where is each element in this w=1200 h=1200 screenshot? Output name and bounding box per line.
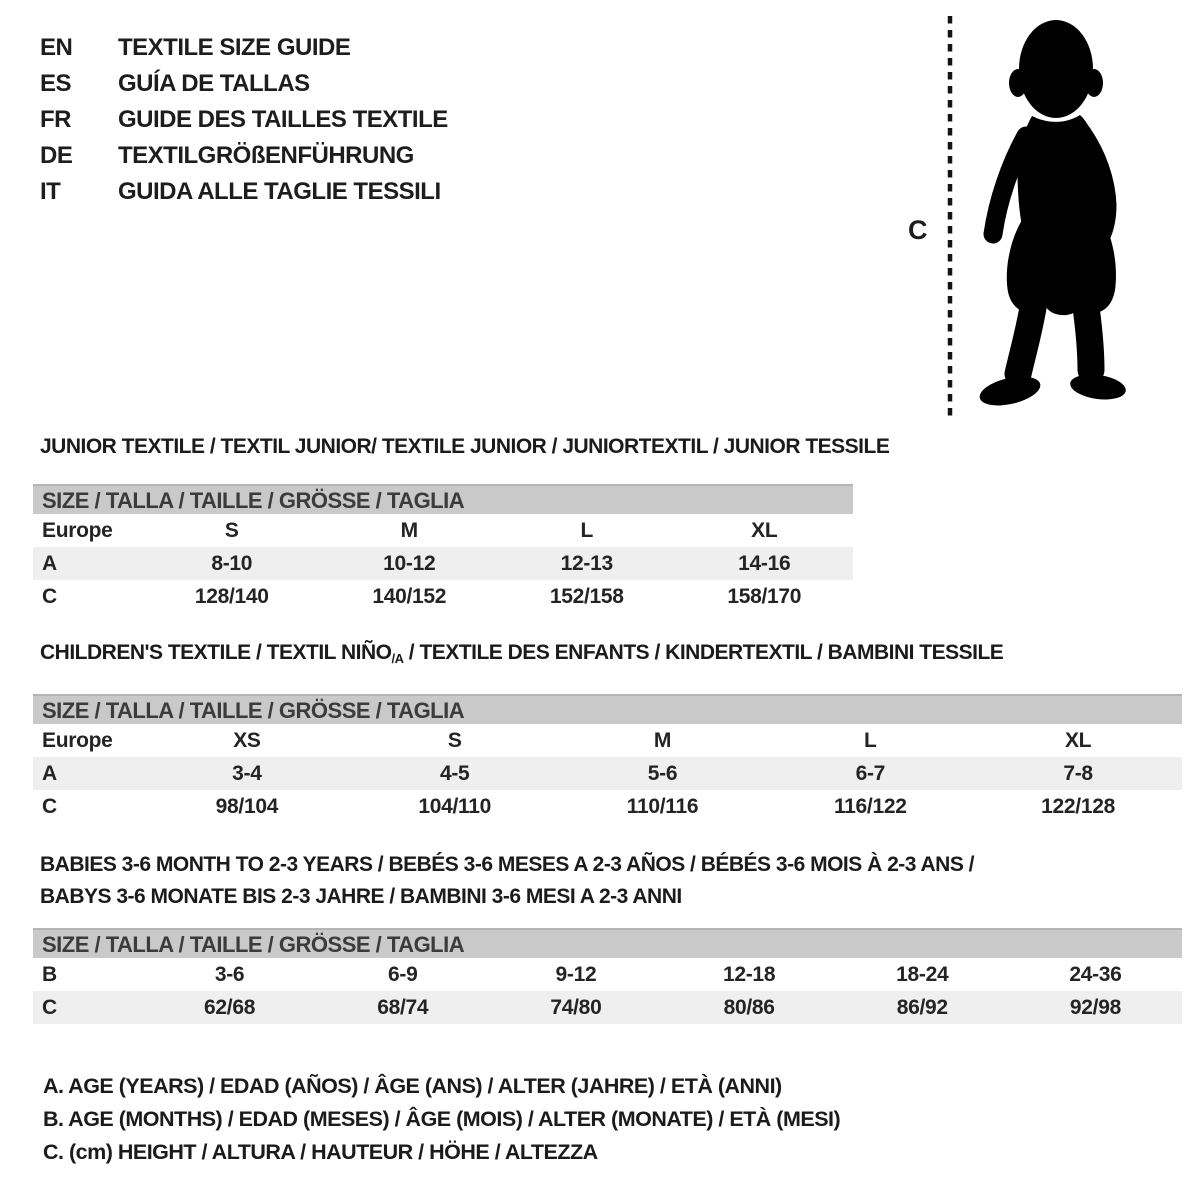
section-title-line: BABIES 3-6 MONTH TO 2-3 YEARS / BEBÉS 3-6 MESES A 2-3 AÑOS / BÉBÉS 3-6 MOIS À 2-3 ANS /	[40, 853, 975, 876]
size-table	[33, 928, 1182, 1024]
language-row	[40, 174, 448, 210]
language-code: EN	[40, 34, 73, 61]
table-cell: 152/158	[549, 585, 624, 608]
table-cell: 110/116	[626, 795, 699, 818]
toddler-silhouette-icon	[968, 20, 1132, 417]
table-cell: 10-12	[383, 552, 436, 575]
language-row	[40, 102, 448, 138]
table-cell: 12-13	[560, 552, 613, 575]
row-label: Europe	[42, 519, 113, 542]
language-title-list	[40, 30, 448, 210]
table-cell: 5-6	[647, 762, 678, 785]
row-label: B	[42, 963, 57, 986]
table-row	[33, 790, 1182, 823]
table-row	[33, 580, 853, 613]
table-cell: M	[400, 519, 418, 542]
row-label: A	[42, 552, 57, 575]
language-row	[40, 30, 448, 66]
table-cell: XS	[233, 729, 261, 752]
table-cell: 122/128	[1041, 795, 1115, 818]
table-cell: 104/110	[418, 795, 492, 818]
language-row	[40, 66, 448, 102]
table-cell: 7-8	[1063, 762, 1093, 785]
table-cell: L	[864, 729, 877, 752]
table-cell: S	[447, 729, 462, 752]
language-code: FR	[40, 106, 71, 133]
table-row	[33, 514, 853, 547]
table-cell: 18-24	[896, 963, 949, 986]
table-cell: 128/140	[194, 585, 269, 608]
table-cell: 158/170	[727, 585, 802, 608]
row-label: C	[42, 996, 57, 1019]
language-title: GUÍA DE TALLAS	[118, 70, 310, 97]
table-cell: 140/152	[372, 585, 447, 608]
table-row	[33, 958, 1182, 991]
table-cell: 14-16	[738, 552, 791, 575]
table-row	[33, 724, 1182, 757]
table-cell: 80/86	[723, 996, 775, 1019]
table-cell: 3-6	[214, 963, 245, 986]
language-title: TEXTILE SIZE GUIDE	[118, 34, 351, 61]
section-title: CHILDREN'S TEXTILE / TEXTIL NIÑO/A / TEXTILE DES ENFANTS / KINDERTEXTIL / BAMBINI TESSILE	[40, 641, 1004, 666]
table-cell: 4-5	[439, 762, 470, 785]
height-measure-label: C	[908, 215, 927, 245]
section-title: JUNIOR TEXTILE / TEXTIL JUNIOR/ TEXTILE JUNIOR / JUNIORTEXTIL / JUNIOR TESSILE	[40, 435, 890, 458]
table-row	[33, 991, 1182, 1024]
table-cell: S	[224, 519, 239, 542]
legend-line: B. AGE (MONTHS) / EDAD (MESES) / ÂGE (MOIS) / ALTER (MONATE) / ETÀ (MESI)	[43, 1107, 841, 1131]
language-title: GUIDA ALLE TAGLIE TESSILI	[118, 178, 441, 205]
size-table	[33, 484, 853, 613]
table-size-header: SIZE / TALLA / TAILLE / GRÖSSE / TAGLIA	[33, 928, 1182, 958]
language-title: GUIDE DES TAILLES TEXTILE	[118, 106, 448, 133]
size-table	[33, 694, 1182, 823]
table-cell: 9-12	[555, 963, 597, 986]
table-size-header: SIZE / TALLA / TAILLE / GRÖSSE / TAGLIA	[33, 694, 1182, 724]
table-cell: XL	[1064, 729, 1092, 752]
table-cell: 74/80	[550, 996, 602, 1019]
table-cell: M	[653, 729, 672, 752]
row-label: C	[42, 585, 57, 608]
section-title-line: BABYS 3-6 MONATE BIS 2-3 JAHRE / BAMBINI 3-6 MESI A 2-3 ANNI	[40, 885, 682, 908]
table-cell: 62/68	[204, 996, 256, 1019]
language-code: ES	[40, 70, 72, 97]
table-cell: L	[580, 519, 594, 542]
legend	[43, 1070, 840, 1169]
language-title: TEXTILGRÖßENFÜHRUNG	[118, 142, 414, 169]
table-cell: 68/74	[377, 996, 429, 1019]
table-cell: 24-36	[1069, 963, 1122, 986]
table-size-header: SIZE / TALLA / TAILLE / GRÖSSE / TAGLIA	[33, 484, 853, 514]
table-row	[33, 547, 853, 580]
table-cell: 8-10	[211, 552, 253, 575]
row-label: A	[42, 762, 57, 785]
table-cell: 86/92	[896, 996, 948, 1019]
table-cell: 92/98	[1069, 996, 1121, 1019]
height-measure-dashed-line	[945, 16, 955, 418]
language-code: DE	[40, 142, 73, 169]
table-cell: 3-4	[232, 762, 262, 785]
table-row	[33, 757, 1182, 790]
table-cell: 12-18	[722, 963, 776, 986]
table-cell: 6-9	[388, 963, 418, 986]
size-table-section	[33, 431, 889, 613]
table-cell: XL	[751, 519, 778, 542]
section-title-subscript: /A	[391, 651, 404, 666]
table-cell: 6-7	[855, 762, 886, 785]
language-row	[40, 138, 448, 174]
legend-line: C. (cm) HEIGHT / ALTURA / HAUTEUR / HÖHE / ALTEZZA	[43, 1140, 598, 1164]
language-code: IT	[40, 178, 61, 205]
table-cell: 116/122	[833, 795, 907, 818]
row-label: Europe	[42, 729, 113, 752]
table-cell: 98/104	[215, 795, 279, 818]
row-label: C	[42, 795, 57, 818]
size-table-section	[33, 849, 1182, 1024]
size-table-section	[33, 637, 1182, 823]
legend-line: A. AGE (YEARS) / EDAD (AÑOS) / ÂGE (ANS) / ALTER (JAHRE) / ETÀ (ANNI)	[43, 1074, 782, 1098]
